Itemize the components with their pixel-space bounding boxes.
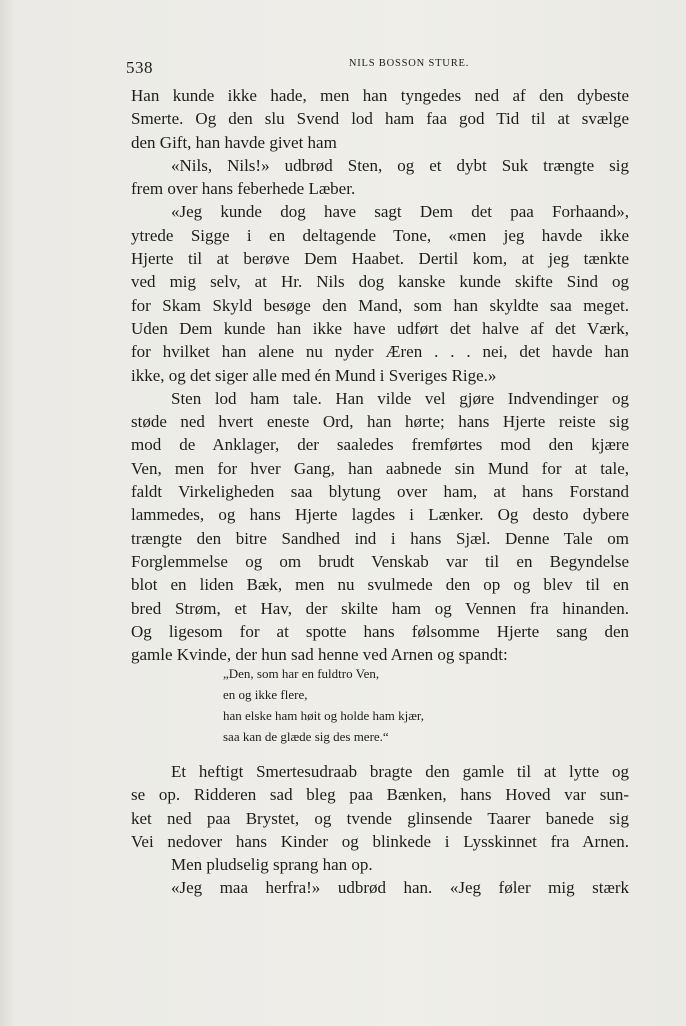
- text-line: mod de Anklager, der saaledes fremførtes mod den kjære: [131, 435, 629, 455]
- text-line: Et heftigt Smertesudraab bragte den gamle til at lytte og: [171, 762, 629, 781]
- text-line: gamle Kvinde, der hun sad henne ved Arnen og spandt:: [131, 645, 508, 665]
- main-text-continued: [131, 760, 629, 900]
- text-line: ket ned paa Brystet, og tvende glinsende Taarer banede sig: [131, 808, 629, 828]
- page-header: [126, 58, 632, 82]
- poem-line: „Den, som har en fuldtro Ven,: [223, 666, 380, 681]
- text-line: den Gift, han havde givet ham: [131, 132, 337, 152]
- poem-line: saa kan de glæde sig des mere.“: [223, 729, 389, 744]
- text-line: frem over hans feberhede Læber.: [131, 179, 356, 199]
- text-line: «Jeg kunde dog have sagt Dem det paa Forhaand»,: [171, 202, 629, 222]
- text-line: ikke, og det siger alle med én Mund i Sveriges Rige.»: [131, 365, 497, 385]
- text-line: for hvilket han alene nu nyder Æren . . . nei, det havde han: [131, 342, 629, 362]
- text-line: trængte den bitre Sandhed ind i hans Sjæl. Denne Tale om: [131, 528, 629, 548]
- text-line: bred Strøm, et Hav, der skilte ham og Vennen fra hinanden.: [131, 598, 629, 618]
- text-line: Sten lod ham tale. Han vilde vel gjøre Indvendinger og: [171, 388, 629, 408]
- text-line: Han kunde ikke hade, men han tyngedes ned af den dybeste: [131, 86, 629, 105]
- text-line: for Skam Skyld besøge den Mand, som han skyldte saa meget.: [131, 295, 629, 315]
- text-line: se op. Ridderen sad bleg paa Bænken, hans Hoved var sun-: [131, 785, 629, 805]
- text-line: blot en liden Bæk, men nu svulmede den op og blev til en: [131, 575, 629, 595]
- text-line: ved mig selv, at Hr. Nils dog kanske kunde skifte Sind og: [131, 272, 629, 292]
- text-line: «Nils, Nils!» udbrød Sten, og et dybt Suk trængte sig: [171, 155, 629, 175]
- text-line: Ven, men for hver Gang, han aabnede sin Mund for at tale,: [131, 458, 629, 478]
- page-number: 538: [126, 58, 153, 77]
- poem-line: en og ikke flere,: [223, 687, 308, 702]
- poem-line: han elske ham høit og holde ham kjær,: [223, 708, 424, 723]
- text-line: lammedes, og hans Hjerte lagdes i Lænker. Og desto dybere: [131, 505, 629, 525]
- text-line: faldt Virkeligheden saa blytung over ham, at hans Forstand: [131, 482, 629, 502]
- text-line: Forglemmelse og om brudt Venskab var til en Begyndelse: [131, 551, 629, 571]
- text-line: Smerte. Og den slu Svend lod ham faa god Tid til at svælge: [131, 109, 629, 129]
- text-line: Vei nedover hans Kinder og blinkede i Lysskinnet fra Arnen.: [131, 831, 629, 851]
- text-line: Hjerte til at berøve Dem Haabet. Dertil kom, at jeg tænkte: [131, 249, 629, 269]
- text-line: Uden Dem kunde han ikke have udført det halve af det Værk,: [131, 318, 629, 338]
- main-text: [131, 84, 629, 666]
- running-head: NILS BOSSON STURE.: [348, 58, 470, 69]
- text-line: Og ligesom for at spotte hans følsomme Hjerte sang den: [131, 621, 629, 641]
- text-line: Men pludselig sprang han op.: [171, 855, 373, 875]
- text-line: støde ned hvert eneste Ord, han hørte; hans Hjerte reiste sig: [131, 412, 629, 432]
- poem-stanza: [223, 663, 543, 747]
- text-line: ytrede Sigge i en deltagende Tone, «men jeg havde ikke: [131, 225, 629, 245]
- text-line: «Jeg maa herfra!» udbrød han. «Jeg føler mig stærk: [171, 878, 629, 898]
